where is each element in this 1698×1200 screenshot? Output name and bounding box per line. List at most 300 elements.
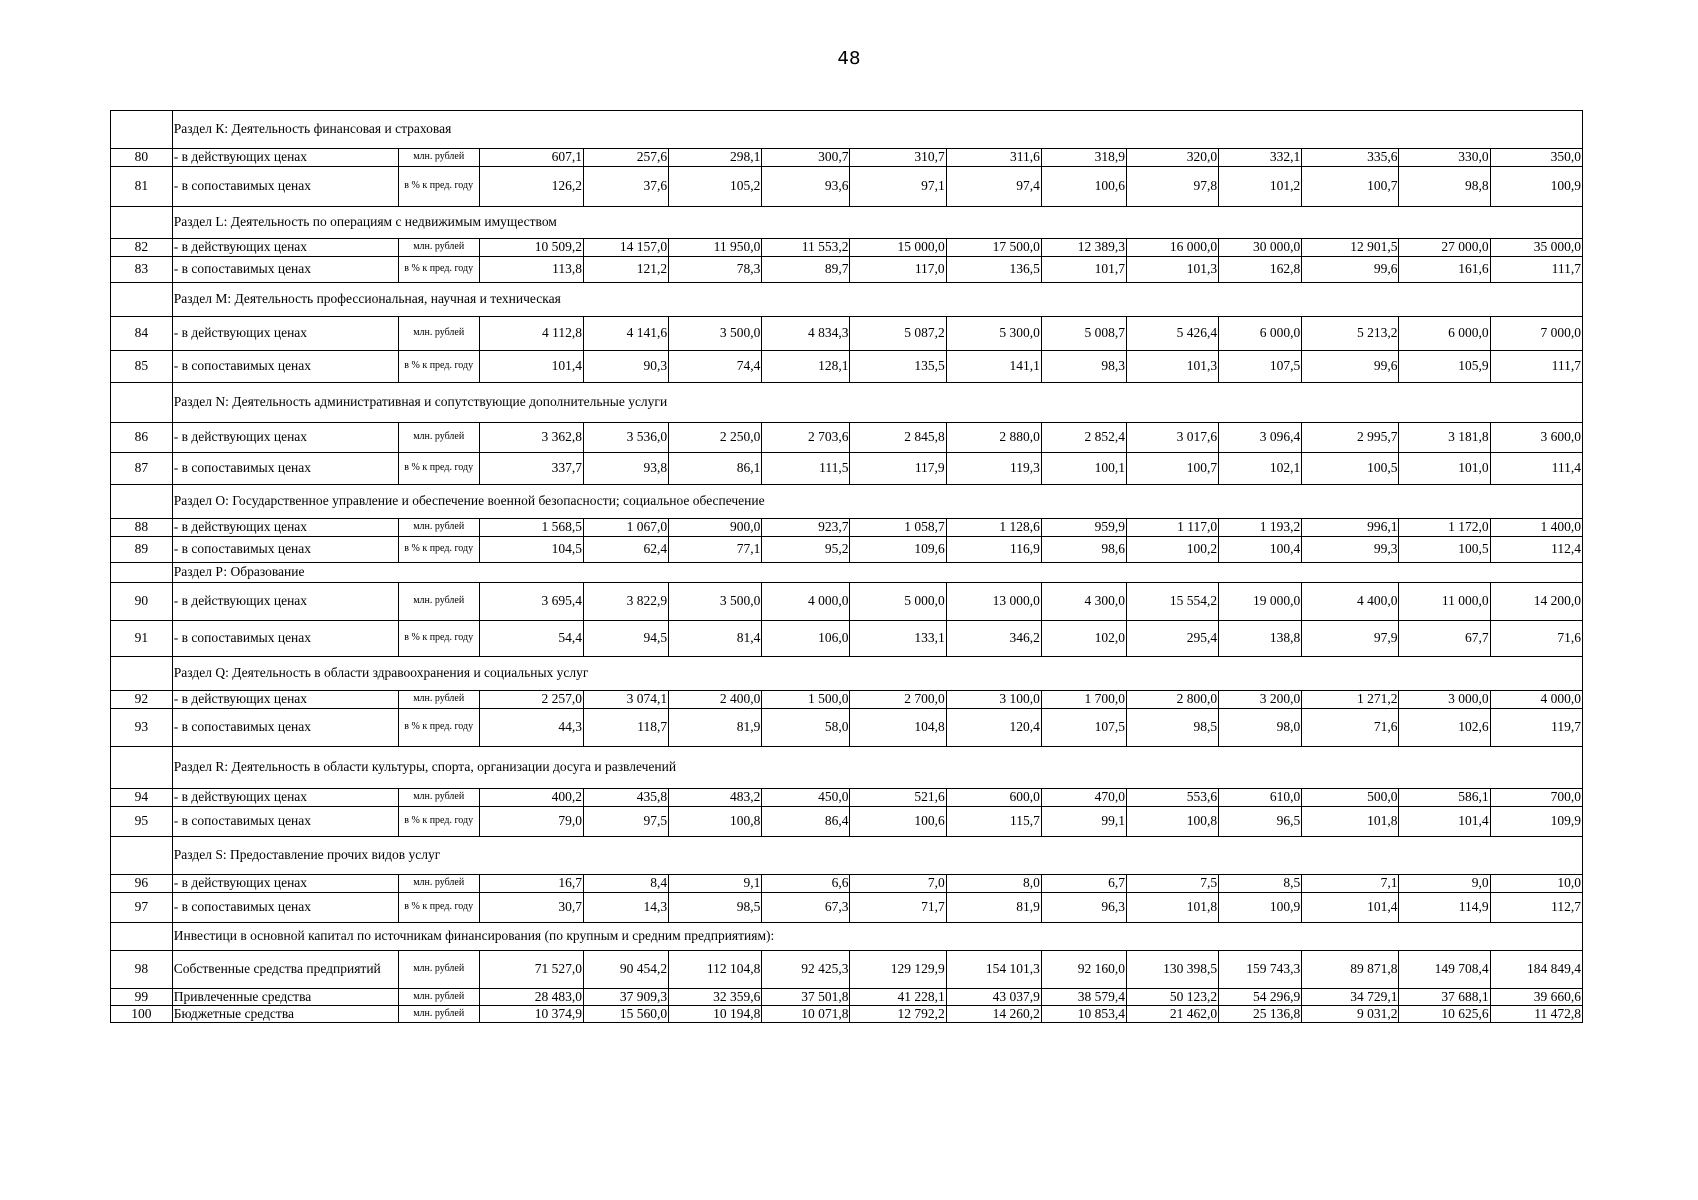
value-cell: 58,0	[762, 709, 850, 747]
value-cell: 100,6	[850, 807, 946, 837]
value-cell: 78,3	[669, 257, 762, 283]
value-cell: 1 172,0	[1399, 519, 1490, 537]
value-cell: 10 625,6	[1399, 1006, 1490, 1023]
value-cell: 14,3	[584, 893, 669, 923]
value-cell: 1 271,2	[1302, 691, 1399, 709]
value-cell: 141,1	[946, 351, 1041, 383]
section-title: Инвестици в основной капитал по источникам финансирования (по крупным и средним предприятиям):	[172, 923, 1582, 951]
value-cell: 100,8	[669, 807, 762, 837]
value-cell: 14 157,0	[584, 239, 669, 257]
row-number: 91	[111, 621, 173, 657]
value-cell: 95,2	[762, 537, 850, 563]
value-cell: 81,4	[669, 621, 762, 657]
section-number-cell	[111, 111, 173, 149]
value-cell: 3 100,0	[946, 691, 1041, 709]
row-number: 99	[111, 989, 173, 1006]
value-cell: 586,1	[1399, 789, 1490, 807]
value-cell: 62,4	[584, 537, 669, 563]
value-cell: 81,9	[946, 893, 1041, 923]
section-number-cell	[111, 383, 173, 423]
value-cell: 346,2	[946, 621, 1041, 657]
value-cell: 38 579,4	[1041, 989, 1126, 1006]
value-cell: 450,0	[762, 789, 850, 807]
value-cell: 2 800,0	[1127, 691, 1219, 709]
section-number-cell	[111, 837, 173, 875]
unit-cell: млн. рублей	[398, 1006, 479, 1023]
section-title: Раздел N: Деятельность административная и сопутствующие дополнительные услуги	[172, 383, 1582, 423]
indicator-name: - в сопоставимых ценах	[172, 621, 398, 657]
value-cell: 54 296,9	[1219, 989, 1302, 1006]
value-cell: 5 426,4	[1127, 317, 1219, 351]
value-cell: 8,5	[1219, 875, 1302, 893]
value-cell: 3 017,6	[1127, 423, 1219, 453]
value-cell: 99,6	[1302, 351, 1399, 383]
section-header-row	[111, 207, 1583, 239]
value-cell: 37 909,3	[584, 989, 669, 1006]
indicator-name: - в сопоставимых ценах	[172, 807, 398, 837]
value-cell: 10 071,8	[762, 1006, 850, 1023]
unit-cell: млн. рублей	[398, 423, 479, 453]
value-cell: 5 087,2	[850, 317, 946, 351]
unit-cell: млн. рублей	[398, 519, 479, 537]
row-number: 97	[111, 893, 173, 923]
indicator-name: - в сопоставимых ценах	[172, 167, 398, 207]
value-cell: 3 600,0	[1490, 423, 1582, 453]
value-cell: 1 193,2	[1219, 519, 1302, 537]
value-cell: 161,6	[1399, 257, 1490, 283]
value-cell: 107,5	[1219, 351, 1302, 383]
value-cell: 94,5	[584, 621, 669, 657]
value-cell: 86,1	[669, 453, 762, 485]
row-number: 100	[111, 1006, 173, 1023]
section-number-cell	[111, 563, 173, 583]
value-cell: 96,5	[1219, 807, 1302, 837]
value-cell: 435,8	[584, 789, 669, 807]
section-header-row	[111, 283, 1583, 317]
indicator-name: - в сопоставимых ценах	[172, 257, 398, 283]
indicator-name: - в действующих ценах	[172, 875, 398, 893]
value-cell: 295,4	[1127, 621, 1219, 657]
indicator-name: - в действующих ценах	[172, 691, 398, 709]
value-cell: 9,0	[1399, 875, 1490, 893]
value-cell: 89 871,8	[1302, 951, 1399, 989]
table-row	[111, 257, 1583, 283]
section-number-cell	[111, 657, 173, 691]
value-cell: 102,1	[1219, 453, 1302, 485]
value-cell: 101,3	[1127, 257, 1219, 283]
row-number: 80	[111, 149, 173, 167]
value-cell: 74,4	[669, 351, 762, 383]
unit-cell: млн. рублей	[398, 951, 479, 989]
value-cell: 93,6	[762, 167, 850, 207]
value-cell: 98,8	[1399, 167, 1490, 207]
value-cell: 184 849,4	[1490, 951, 1582, 989]
value-cell: 2 995,7	[1302, 423, 1399, 453]
value-cell: 119,7	[1490, 709, 1582, 747]
value-cell: 100,5	[1302, 453, 1399, 485]
section-title: Раздел Q: Деятельность в области здравоохранения и социальных услуг	[172, 657, 1582, 691]
value-cell: 90,3	[584, 351, 669, 383]
unit-cell: в % к пред. году	[398, 807, 479, 837]
value-cell: 100,6	[1041, 167, 1126, 207]
value-cell: 3 500,0	[669, 583, 762, 621]
section-header-row	[111, 657, 1583, 691]
value-cell: 15 000,0	[850, 239, 946, 257]
section-number-cell	[111, 923, 173, 951]
indicator-name: - в действующих ценах	[172, 519, 398, 537]
value-cell: 111,5	[762, 453, 850, 485]
value-cell: 71,6	[1490, 621, 1582, 657]
value-cell: 400,2	[479, 789, 583, 807]
unit-cell: в % к пред. году	[398, 167, 479, 207]
indicator-name: - в сопоставимых ценах	[172, 709, 398, 747]
value-cell: 5 300,0	[946, 317, 1041, 351]
value-cell: 118,7	[584, 709, 669, 747]
value-cell: 111,4	[1490, 453, 1582, 485]
value-cell: 8,4	[584, 875, 669, 893]
value-cell: 3 096,4	[1219, 423, 1302, 453]
value-cell: 1 067,0	[584, 519, 669, 537]
value-cell: 54,4	[479, 621, 583, 657]
section-title: Раздел О: Государственное управление и обеспечение военной безопасности; социальное обеспечение	[172, 485, 1582, 519]
value-cell: 600,0	[946, 789, 1041, 807]
indicator-name: - в действующих ценах	[172, 789, 398, 807]
value-cell: 923,7	[762, 519, 850, 537]
value-cell: 101,2	[1219, 167, 1302, 207]
unit-cell: в % к пред. году	[398, 351, 479, 383]
value-cell: 97,1	[850, 167, 946, 207]
value-cell: 553,6	[1127, 789, 1219, 807]
unit-cell: в % к пред. году	[398, 257, 479, 283]
table-row	[111, 951, 1583, 989]
value-cell: 121,2	[584, 257, 669, 283]
value-cell: 162,8	[1219, 257, 1302, 283]
section-title: Раздел S: Предоставление прочих видов услуг	[172, 837, 1582, 875]
value-cell: 483,2	[669, 789, 762, 807]
value-cell: 298,1	[669, 149, 762, 167]
value-cell: 4 000,0	[1490, 691, 1582, 709]
value-cell: 101,0	[1399, 453, 1490, 485]
value-cell: 112 104,8	[669, 951, 762, 989]
value-cell: 1 058,7	[850, 519, 946, 537]
table-row	[111, 519, 1583, 537]
value-cell: 37 688,1	[1399, 989, 1490, 1006]
value-cell: 13 000,0	[946, 583, 1041, 621]
value-cell: 2 250,0	[669, 423, 762, 453]
value-cell: 3 695,4	[479, 583, 583, 621]
value-cell: 149 708,4	[1399, 951, 1490, 989]
row-number: 83	[111, 257, 173, 283]
page-number: 48	[837, 48, 861, 69]
section-title: Раздел М: Деятельность профессиональная, научная и техническая	[172, 283, 1582, 317]
table-row	[111, 691, 1583, 709]
value-cell: 21 462,0	[1127, 1006, 1219, 1023]
indicator-name: - в действующих ценах	[172, 149, 398, 167]
value-cell: 350,0	[1490, 149, 1582, 167]
row-number: 82	[111, 239, 173, 257]
row-number: 84	[111, 317, 173, 351]
value-cell: 99,6	[1302, 257, 1399, 283]
value-cell: 500,0	[1302, 789, 1399, 807]
row-number: 87	[111, 453, 173, 485]
table-row	[111, 875, 1583, 893]
value-cell: 100,9	[1219, 893, 1302, 923]
value-cell: 10 853,4	[1041, 1006, 1126, 1023]
section-number-cell	[111, 747, 173, 789]
value-cell: 1 700,0	[1041, 691, 1126, 709]
table-row	[111, 351, 1583, 383]
value-cell: 2 700,0	[850, 691, 946, 709]
indicator-name: - в сопоставимых ценах	[172, 893, 398, 923]
value-cell: 50 123,2	[1127, 989, 1219, 1006]
value-cell: 11 950,0	[669, 239, 762, 257]
value-cell: 112,7	[1490, 893, 1582, 923]
value-cell: 116,9	[946, 537, 1041, 563]
indicator-name: - в действующих ценах	[172, 239, 398, 257]
value-cell: 107,5	[1041, 709, 1126, 747]
row-number: 98	[111, 951, 173, 989]
value-cell: 700,0	[1490, 789, 1582, 807]
value-cell: 610,0	[1219, 789, 1302, 807]
row-number: 88	[111, 519, 173, 537]
value-cell: 2 703,6	[762, 423, 850, 453]
value-cell: 3 536,0	[584, 423, 669, 453]
table-row	[111, 423, 1583, 453]
value-cell: 5 000,0	[850, 583, 946, 621]
value-cell: 99,1	[1041, 807, 1126, 837]
value-cell: 320,0	[1127, 149, 1219, 167]
value-cell: 332,1	[1219, 149, 1302, 167]
unit-cell: млн. рублей	[398, 989, 479, 1006]
value-cell: 9,1	[669, 875, 762, 893]
value-cell: 7,1	[1302, 875, 1399, 893]
value-cell: 109,6	[850, 537, 946, 563]
value-cell: 71 527,0	[479, 951, 583, 989]
value-cell: 98,5	[1127, 709, 1219, 747]
unit-cell: млн. рублей	[398, 239, 479, 257]
row-number: 96	[111, 875, 173, 893]
section-header-row	[111, 485, 1583, 519]
value-cell: 79,0	[479, 807, 583, 837]
value-cell: 154 101,3	[946, 951, 1041, 989]
value-cell: 98,0	[1219, 709, 1302, 747]
value-cell: 81,9	[669, 709, 762, 747]
value-cell: 98,3	[1041, 351, 1126, 383]
value-cell: 115,7	[946, 807, 1041, 837]
value-cell: 100,7	[1127, 453, 1219, 485]
indicator-name: - в действующих ценах	[172, 317, 398, 351]
value-cell: 136,5	[946, 257, 1041, 283]
unit-cell: в % к пред. году	[398, 709, 479, 747]
value-cell: 90 454,2	[584, 951, 669, 989]
value-cell: 4 400,0	[1302, 583, 1399, 621]
value-cell: 607,1	[479, 149, 583, 167]
value-cell: 86,4	[762, 807, 850, 837]
value-cell: 1 117,0	[1127, 519, 1219, 537]
value-cell: 128,1	[762, 351, 850, 383]
value-cell: 92 425,3	[762, 951, 850, 989]
value-cell: 12 389,3	[1041, 239, 1126, 257]
table-row	[111, 239, 1583, 257]
value-cell: 159 743,3	[1219, 951, 1302, 989]
value-cell: 1 568,5	[479, 519, 583, 537]
section-header-row	[111, 837, 1583, 875]
section-number-cell	[111, 485, 173, 519]
value-cell: 337,7	[479, 453, 583, 485]
value-cell: 6,6	[762, 875, 850, 893]
value-cell: 138,8	[1219, 621, 1302, 657]
value-cell: 100,1	[1041, 453, 1126, 485]
value-cell: 30 000,0	[1219, 239, 1302, 257]
value-cell: 100,7	[1302, 167, 1399, 207]
section-title: Раздел L: Деятельность по операциям с недвижимым имуществом	[172, 207, 1582, 239]
value-cell: 97,5	[584, 807, 669, 837]
value-cell: 4 300,0	[1041, 583, 1126, 621]
value-cell: 105,9	[1399, 351, 1490, 383]
table-row	[111, 167, 1583, 207]
value-cell: 10 374,9	[479, 1006, 583, 1023]
value-cell: 104,5	[479, 537, 583, 563]
value-cell: 32 359,6	[669, 989, 762, 1006]
value-cell: 35 000,0	[1490, 239, 1582, 257]
value-cell: 67,7	[1399, 621, 1490, 657]
value-cell: 37 501,8	[762, 989, 850, 1006]
value-cell: 3 200,0	[1219, 691, 1302, 709]
value-cell: 109,9	[1490, 807, 1582, 837]
section-header-row	[111, 111, 1583, 149]
value-cell: 112,4	[1490, 537, 1582, 563]
value-cell: 2 845,8	[850, 423, 946, 453]
value-cell: 12 792,2	[850, 1006, 946, 1023]
value-cell: 100,5	[1399, 537, 1490, 563]
value-cell: 11 553,2	[762, 239, 850, 257]
value-cell: 2 852,4	[1041, 423, 1126, 453]
value-cell: 7 000,0	[1490, 317, 1582, 351]
value-cell: 111,7	[1490, 257, 1582, 283]
table-row	[111, 709, 1583, 747]
value-cell: 1 400,0	[1490, 519, 1582, 537]
value-cell: 16,7	[479, 875, 583, 893]
row-number: 94	[111, 789, 173, 807]
value-cell: 101,4	[1302, 893, 1399, 923]
value-cell: 3 181,8	[1399, 423, 1490, 453]
value-cell: 8,0	[946, 875, 1041, 893]
value-cell: 9 031,2	[1302, 1006, 1399, 1023]
value-cell: 330,0	[1399, 149, 1490, 167]
value-cell: 10,0	[1490, 875, 1582, 893]
value-cell: 7,0	[850, 875, 946, 893]
value-cell: 133,1	[850, 621, 946, 657]
value-cell: 3 000,0	[1399, 691, 1490, 709]
value-cell: 4 112,8	[479, 317, 583, 351]
section-title: Раздел Р: Образование	[172, 563, 1582, 583]
value-cell: 100,4	[1219, 537, 1302, 563]
value-cell: 6 000,0	[1219, 317, 1302, 351]
unit-cell: млн. рублей	[398, 875, 479, 893]
indicator-name: - в сопоставимых ценах	[172, 453, 398, 485]
value-cell: 119,3	[946, 453, 1041, 485]
unit-cell: в % к пред. году	[398, 893, 479, 923]
value-cell: 15 560,0	[584, 1006, 669, 1023]
value-cell: 92 160,0	[1041, 951, 1126, 989]
section-title: Раздел R: Деятельность в области культуры, спорта, организации досуга и развлечений	[172, 747, 1582, 789]
value-cell: 97,4	[946, 167, 1041, 207]
value-cell: 6,7	[1041, 875, 1126, 893]
value-cell: 28 483,0	[479, 989, 583, 1006]
value-cell: 100,8	[1127, 807, 1219, 837]
value-cell: 71,6	[1302, 709, 1399, 747]
table-row	[111, 149, 1583, 167]
indicator-name: Собственные средства предприятий	[172, 951, 398, 989]
value-cell: 30,7	[479, 893, 583, 923]
unit-cell: в % к пред. году	[398, 621, 479, 657]
value-cell: 135,5	[850, 351, 946, 383]
value-cell: 34 729,1	[1302, 989, 1399, 1006]
indicator-name: Привлеченные средства	[172, 989, 398, 1006]
section-number-cell	[111, 207, 173, 239]
section-header-row	[111, 923, 1583, 951]
value-cell: 10 509,2	[479, 239, 583, 257]
value-cell: 3 074,1	[584, 691, 669, 709]
value-cell: 11 472,8	[1490, 1006, 1582, 1023]
value-cell: 4 000,0	[762, 583, 850, 621]
unit-cell: млн. рублей	[398, 149, 479, 167]
value-cell: 3 362,8	[479, 423, 583, 453]
indicator-name: - в сопоставимых ценах	[172, 537, 398, 563]
investment-table	[110, 110, 1583, 1023]
row-number: 92	[111, 691, 173, 709]
table-row	[111, 989, 1583, 1006]
value-cell: 5 213,2	[1302, 317, 1399, 351]
value-cell: 11 000,0	[1399, 583, 1490, 621]
table-row	[111, 893, 1583, 923]
value-cell: 300,7	[762, 149, 850, 167]
value-cell: 4 141,6	[584, 317, 669, 351]
value-cell: 3 822,9	[584, 583, 669, 621]
value-cell: 15 554,2	[1127, 583, 1219, 621]
table-row	[111, 807, 1583, 837]
row-number: 85	[111, 351, 173, 383]
value-cell: 98,5	[669, 893, 762, 923]
table-row	[111, 1006, 1583, 1023]
value-cell: 101,8	[1127, 893, 1219, 923]
row-number: 93	[111, 709, 173, 747]
value-cell: 117,9	[850, 453, 946, 485]
value-cell: 101,7	[1041, 257, 1126, 283]
indicator-name: - в действующих ценах	[172, 583, 398, 621]
value-cell: 900,0	[669, 519, 762, 537]
section-header-row	[111, 747, 1583, 789]
section-number-cell	[111, 283, 173, 317]
value-cell: 44,3	[479, 709, 583, 747]
value-cell: 43 037,9	[946, 989, 1041, 1006]
value-cell: 5 008,7	[1041, 317, 1126, 351]
value-cell: 17 500,0	[946, 239, 1041, 257]
value-cell: 126,2	[479, 167, 583, 207]
table-row	[111, 789, 1583, 807]
value-cell: 335,6	[1302, 149, 1399, 167]
value-cell: 113,8	[479, 257, 583, 283]
value-cell: 130 398,5	[1127, 951, 1219, 989]
value-cell: 71,7	[850, 893, 946, 923]
value-cell: 27 000,0	[1399, 239, 1490, 257]
value-cell: 89,7	[762, 257, 850, 283]
value-cell: 959,9	[1041, 519, 1126, 537]
row-number: 89	[111, 537, 173, 563]
value-cell: 104,8	[850, 709, 946, 747]
value-cell: 97,9	[1302, 621, 1399, 657]
value-cell: 1 500,0	[762, 691, 850, 709]
